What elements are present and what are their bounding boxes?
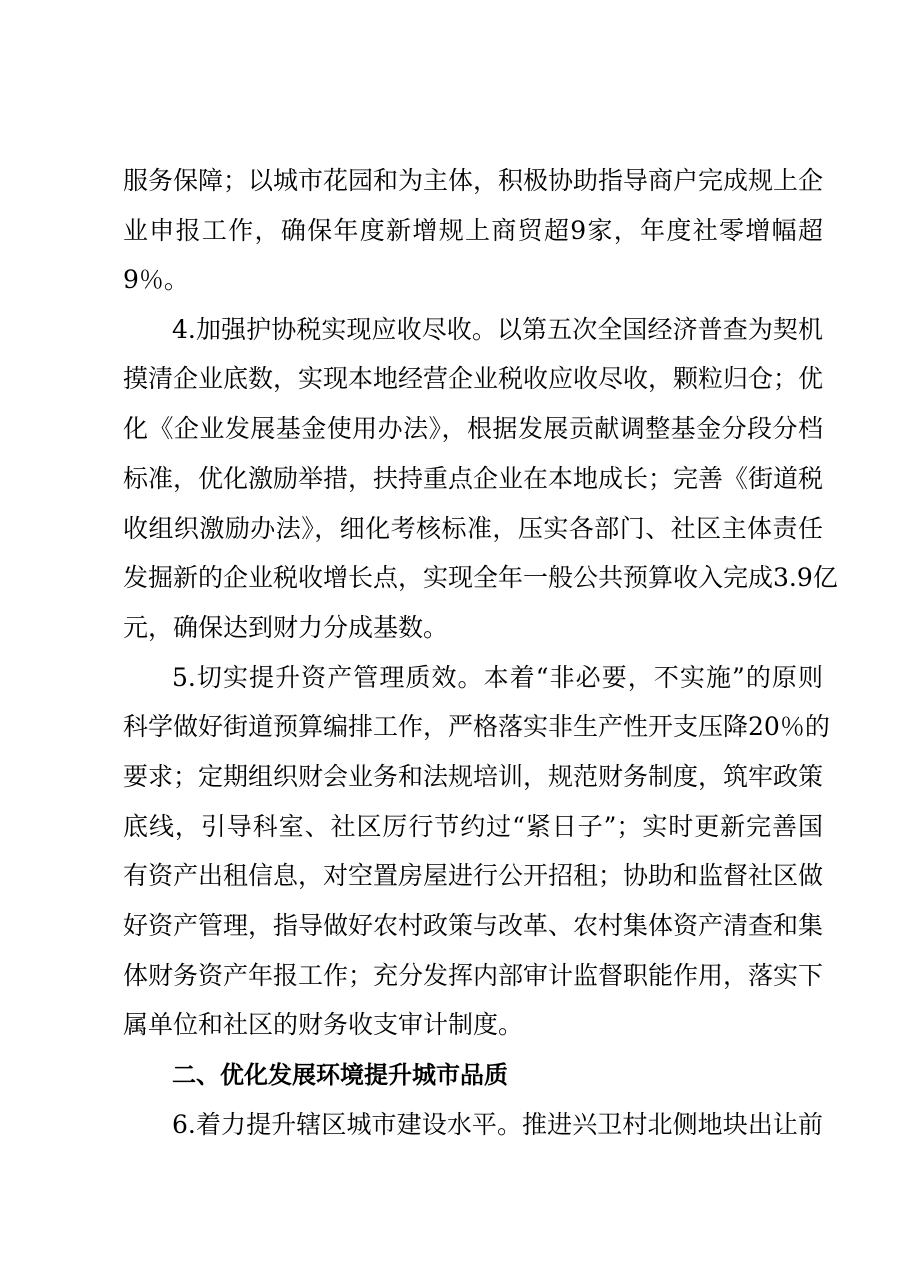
text-line: 收组织激励办法》，细化考核标准，压实各部门、社区主体责任 — [123, 514, 823, 543]
text-line: 元，确保达到财力分成基数。 — [123, 613, 449, 642]
text-line: 9％。 — [123, 265, 189, 294]
text-line: 服务保障；以城市花园和为主体，积极协助指导商户完成规上企 — [123, 166, 824, 195]
text-line: 科学做好街道预算编排工作，严格落实非生产性开支压降20％的 — [123, 712, 830, 741]
paragraph-4-title-line: 4.加强护协税实现应收尽收。以第五次全国经济普查为契机 — [172, 315, 823, 344]
text-line: 发掘新的企业税收增长点，实现全年一般公共预算收入完成3.9亿 — [123, 563, 838, 592]
text-line: 要求；定期组织财会业务和法规培训，规范财务制度，筑牢政策 — [123, 762, 824, 791]
text-line: 属单位和社区的财务收支审计制度。 — [123, 1010, 524, 1039]
paragraph-5-title-line: 5.切实提升资产管理质效。本着“非必要，不实施”的原则 — [172, 663, 823, 692]
text-line: 摸清企业底数，实现本地经营企业税收应收尽收，颗粒归仓；优 — [123, 364, 824, 393]
text-line: 好资产管理，指导做好农村政策与改革、农村集体资产清查和集 — [123, 911, 824, 940]
text-line: 标准，优化激励举措，扶持重点企业在本地成长；完善《街道税 — [123, 464, 824, 493]
paragraph-6-title-line: 6.着力提升辖区城市建设水平。推进兴卫村北侧地块出让前 — [172, 1110, 823, 1139]
text-line: 化《企业发展基金使用办法》，根据发展贡献调整基金分段分档 — [123, 414, 823, 443]
section-heading: 二、优化发展环境提升城市品质 — [172, 1061, 508, 1089]
text-line: 业申报工作，确保年度新增规上商贸超9家，年度社零增幅超 — [123, 216, 823, 245]
text-line: 体财务资产年报工作；充分发挥内部审计监督职能作用，落实下 — [123, 961, 824, 990]
text-line: 底线，引导科室、社区厉行节约过“紧日子”；实时更新完善国 — [123, 812, 823, 841]
text-line: 有资产出租信息，对空置房屋进行公开招租；协助和监督社区做 — [123, 861, 824, 890]
